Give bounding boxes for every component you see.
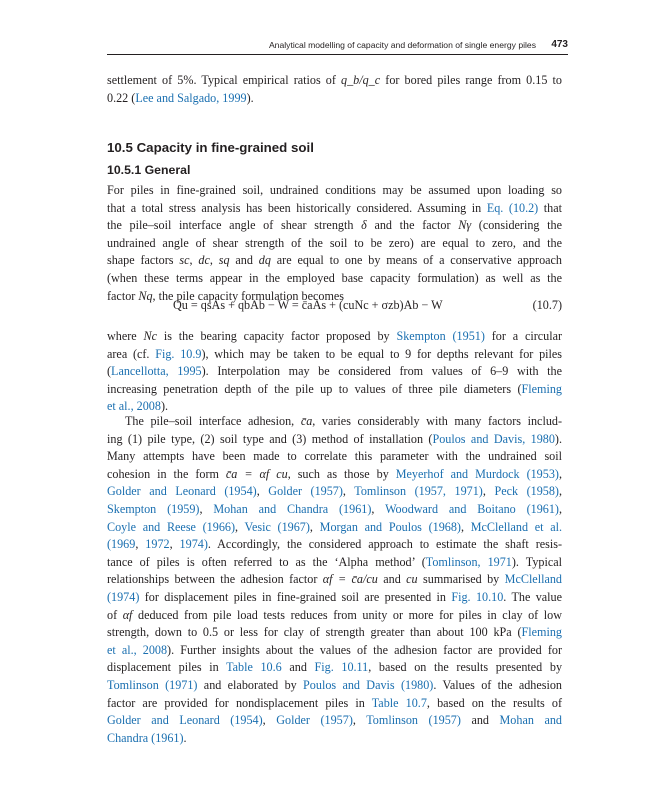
text-line: shape factors sc, dc, sq and dq are equal to one by means of a conservative approach <box>107 253 562 268</box>
figure-link[interactable]: Fig. 10.9 <box>155 346 202 361</box>
citation-link[interactable]: 1972 <box>145 537 170 552</box>
citation-link[interactable]: Woodward and Boitano (1961) <box>385 501 559 516</box>
citation-link[interactable]: Vesic (1967) <box>244 519 310 534</box>
citation-link[interactable]: et al., 2008 <box>107 642 168 657</box>
citation-link[interactable]: Fleming <box>521 625 562 640</box>
text-line: factor Nq, the pile capacity formulation becomes <box>107 288 344 303</box>
citation-link[interactable]: Chandra (1961) <box>107 730 184 745</box>
text-line: displacement piles in Table 10.6 and Fig. 10.11, based on the results presented by <box>107 660 563 675</box>
text-line: Tomlinson (1971) and elaborated by Poulos and Davis (1980). Values of the adhesion <box>107 677 562 692</box>
text-line: (Lancellotta, 1995). Interpolation may be considered from values of 6–9 with the <box>107 364 562 379</box>
citation-link[interactable]: Poulos and Davis (1980) <box>303 677 434 692</box>
citation-link[interactable]: Tomlinson (1957, 1971) <box>354 484 483 499</box>
text-line: 0.22 (Lee and Salgado, 1999). <box>107 90 254 105</box>
citation-link[interactable]: Fleming <box>521 381 562 396</box>
text-line: area (cf. Fig. 10.9), which may be taken to be equal to 9 for depths relevant for piles <box>107 346 563 361</box>
text-line: For piles in fine-grained soil, undrained conditions may be assumed upon loading so <box>107 183 562 197</box>
citation-link[interactable]: Golder and Leonard (1954) <box>107 713 263 728</box>
text-line: Many attempts have been made to correlate this parameter with the undrained soil <box>107 449 562 464</box>
paragraph-2 <box>107 328 562 416</box>
text-line: tance of piles is often referred to as the ‘Alpha method’ (Tomlinson, 1971). Typical <box>107 554 562 569</box>
equation-10-7 <box>107 298 562 316</box>
table-link[interactable]: Table 10.7 <box>371 695 427 710</box>
text-line: Coyle and Reese (1966), Vesic (1967), Morgan and Poulos (1968), McClelland et al. <box>107 519 563 534</box>
paragraph-1 <box>107 182 562 305</box>
text-line: ing (1) pile type, (2) soil type and (3) method of installation (Poulos and Davis, 1980). <box>107 431 562 446</box>
citation-link[interactable]: Golder (1957) <box>268 484 343 499</box>
paragraph-3 <box>107 413 562 747</box>
subsection-heading: 10.5.1 General <box>107 163 191 177</box>
running-title: Analytical modelling of capacity and deformation of single energy piles <box>268 40 536 50</box>
text-line: Skempton (1959), Mohan and Chandra (1961), Woodward and Boitano (1961), <box>107 501 562 516</box>
equation-number: (10.7) <box>532 298 562 312</box>
text-line: (1974) for displacement piles in fine-grained soil are presented in Fig. 10.10. The value <box>107 589 562 604</box>
citation-link[interactable]: Mohan and <box>499 713 562 728</box>
citation-link[interactable]: Coyle and Reese (1966) <box>107 519 236 534</box>
citation-link[interactable]: Skempton (1959) <box>107 501 200 516</box>
text-line: that a total stress analysis has been historically considered. Assuming in Eq. (10.2) that <box>107 200 563 215</box>
citation-link[interactable]: Golder and Leonard (1954) <box>107 484 257 499</box>
text-line: increasing penetration depth of the pile up to values of three pile diameters (Fleming <box>107 381 562 396</box>
text-line: Golder and Leonard (1954), Golder (1957), Tomlinson (1957) and Mohan and <box>107 713 562 728</box>
text-line: Golder and Leonard (1954), Golder (1957), Tomlinson (1957, 1971), Peck (1958), <box>107 484 562 499</box>
citation-link[interactable]: McClelland et al. <box>470 519 563 534</box>
text-line: of αf deduced from pile load tests reduces from unity or more for piles in clay of low <box>107 607 562 622</box>
citation-link[interactable]: Golder (1957) <box>276 713 353 728</box>
equation-link[interactable]: Eq. (10.2) <box>486 200 539 215</box>
citation-link[interactable]: et al., 2008 <box>107 399 161 414</box>
citation-link[interactable]: Meyerhof and Murdock (1953) <box>395 466 559 481</box>
citation-link[interactable]: Lee and Salgado, 1999 <box>135 90 247 105</box>
figure-link[interactable]: Fig. 10.10 <box>451 589 504 604</box>
text-line: (1969, 1972, 1974). Accordingly, the considered approach to estimate the shaft resis- <box>107 537 562 552</box>
citation-link[interactable]: Tomlinson, 1971 <box>425 554 512 569</box>
table-link[interactable]: Table 10.6 <box>226 660 282 675</box>
text-line: et al., 2008). Further insights about the values of the adhesion factor are provided for <box>107 642 562 657</box>
citation-link[interactable]: Tomlinson (1957) <box>366 713 461 728</box>
citation-link[interactable]: Lancellotta, 1995 <box>111 364 202 379</box>
text-line: relationships between the adhesion factor αf = c̄a/cu and cu summarised by McClelland <box>107 572 562 587</box>
text-line: (when these terms appear in the employed base capacity formulation) as well as the <box>107 270 562 285</box>
text-line: strength, down to 0.5 or less for clay of strength greater than about 100 kPa (Fleming <box>107 625 562 640</box>
citation-link[interactable]: (1969 <box>107 537 136 552</box>
text-line: the pile–soil interface angle of shear strength δ and the factor Nγ (considering the <box>107 218 563 233</box>
text-line: undrained angle of shear strength of the soil to be zero) are equal to zero, and the <box>107 235 562 250</box>
section-heading: 10.5 Capacity in fine-grained soil <box>107 140 314 155</box>
text-line: settlement of 5%. Typical empirical ratios of q_b/q_c for bored piles range from 0.15 to <box>107 73 562 87</box>
text-line: where Nc is the bearing capacity factor proposed by Skempton (1951) for a circular <box>107 329 563 343</box>
citation-link[interactable]: McClelland <box>504 572 562 587</box>
text-line: The pile–soil interface adhesion, c̄a, varies considerably with many factors includ- <box>125 414 563 428</box>
citation-link[interactable]: Tomlinson (1971) <box>107 677 198 692</box>
citation-link[interactable]: Mohan and Chandra (1961) <box>213 501 372 516</box>
citation-link[interactable]: 1974) <box>179 537 208 552</box>
page-number: 473 <box>551 39 568 50</box>
text-line: cohesion in the form c̄a = αf cu, such as those by Meyerhof and Murdock (1953), <box>107 466 562 481</box>
intro-paragraph <box>107 72 562 107</box>
citation-link[interactable]: Peck (1958) <box>494 484 559 499</box>
citation-link[interactable]: Poulos and Davis, 1980 <box>432 431 555 446</box>
figure-link[interactable]: Fig. 10.11 <box>314 660 369 675</box>
text-line: factor are provided for nondisplacement piles in Table 10.7, based on the results of <box>107 695 562 710</box>
header-rule <box>107 54 568 55</box>
text-line: Chandra (1961). <box>107 730 187 745</box>
equation-text: Qu = qsAs + qbAb − W = c̄aAs + (cuNc + σzb)Ab − W <box>173 298 443 312</box>
citation-link[interactable]: Morgan and Poulos (1968) <box>319 519 461 534</box>
text-line: et al., 2008). <box>107 399 169 414</box>
citation-link[interactable]: Skempton (1951) <box>396 329 485 343</box>
citation-link[interactable]: (1974) <box>107 589 140 604</box>
